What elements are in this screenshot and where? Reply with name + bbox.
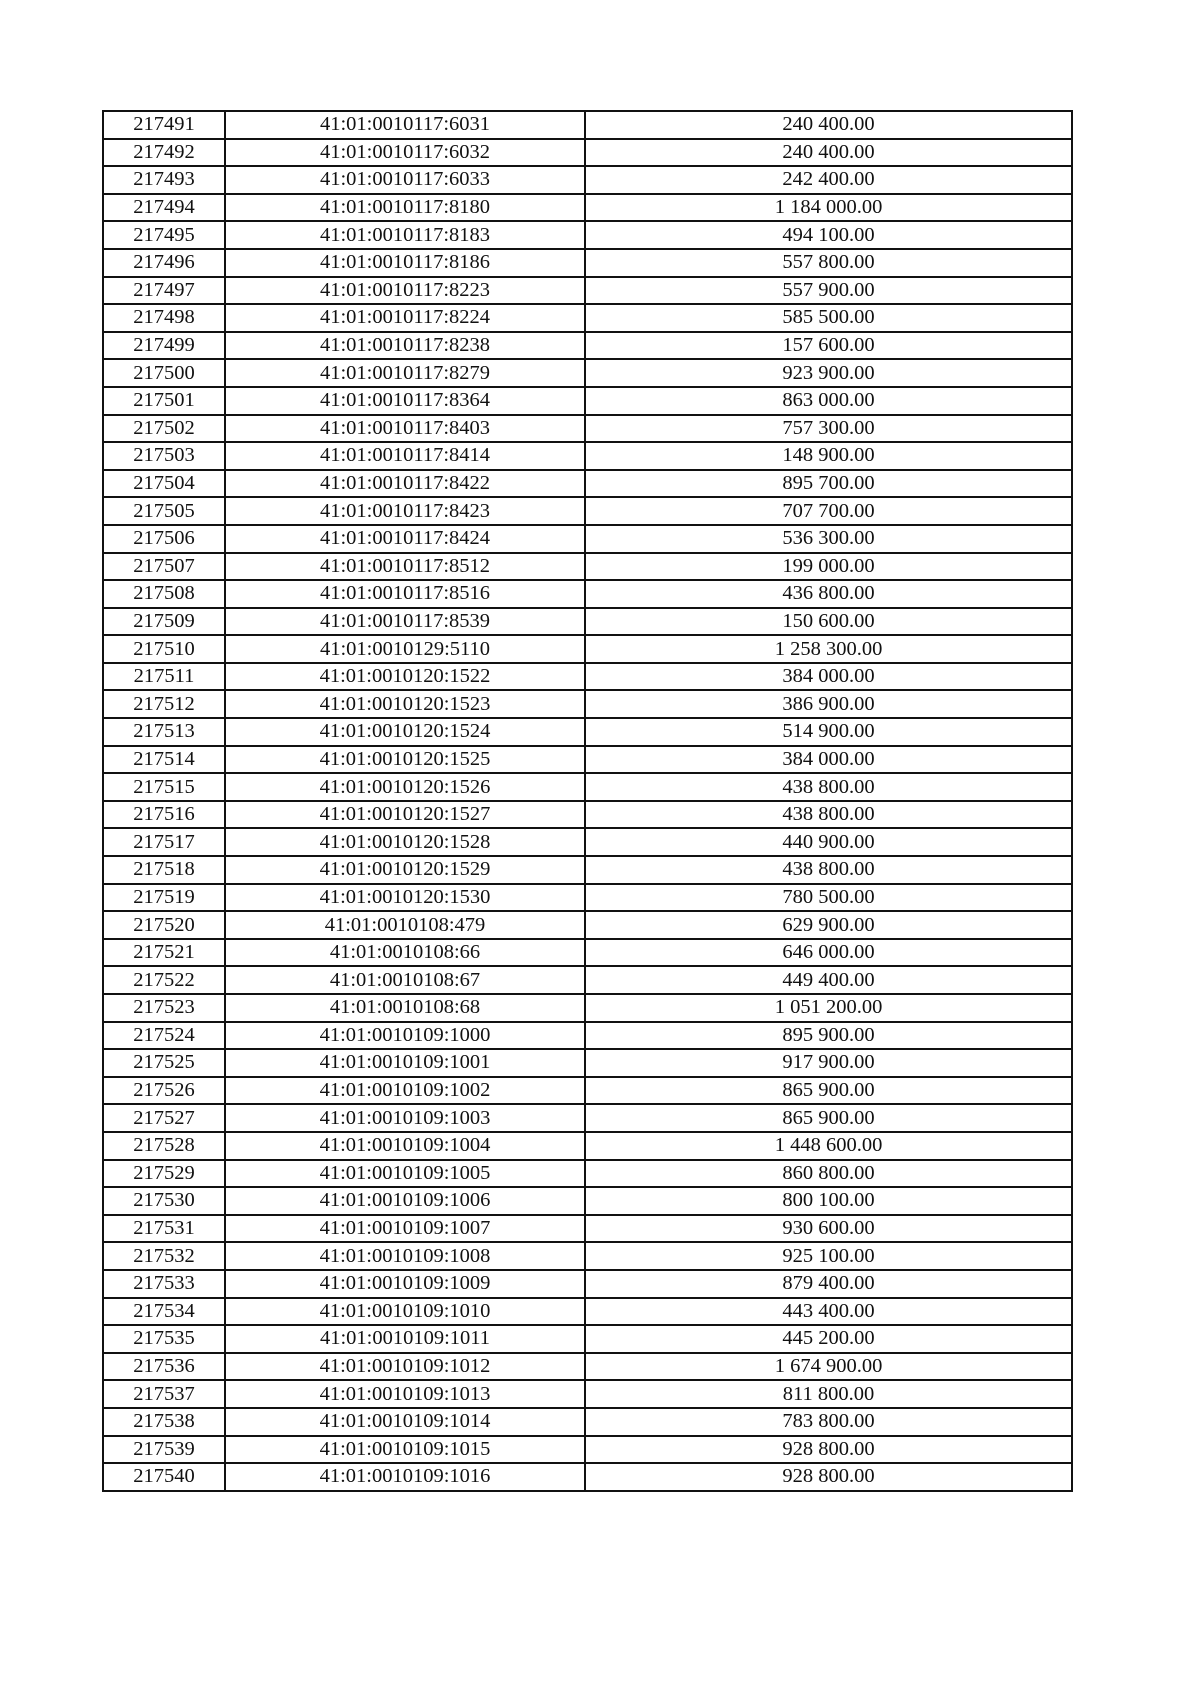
cadastral-value-cell: 629 900.00: [585, 911, 1072, 939]
table-row: [103, 166, 1072, 194]
cadastral-value-cell: 438 800.00: [585, 773, 1072, 801]
table-row: [103, 442, 1072, 470]
cadastral-number-cell: 41:01:0010117:8224: [225, 304, 585, 332]
table-row: [103, 304, 1072, 332]
cadastral-value-cell: 436 800.00: [585, 580, 1072, 608]
row-number-cell: 217533: [103, 1270, 225, 1298]
table-row: [103, 966, 1072, 994]
table-row: [103, 1132, 1072, 1160]
row-number-cell: 217495: [103, 221, 225, 249]
row-number-cell: 217510: [103, 635, 225, 663]
row-number-cell: 217496: [103, 249, 225, 277]
cadastral-value-cell: 646 000.00: [585, 939, 1072, 967]
row-number-cell: 217503: [103, 442, 225, 470]
table-row: [103, 1270, 1072, 1298]
table-row: [103, 746, 1072, 774]
table-row: [103, 111, 1072, 139]
cadastral-number-cell: 41:01:0010117:8279: [225, 359, 585, 387]
cadastral-value-cell: 860 800.00: [585, 1160, 1072, 1188]
row-number-cell: 217491: [103, 111, 225, 139]
cadastral-number-cell: 41:01:0010117:8422: [225, 470, 585, 498]
cadastral-number-cell: 41:01:0010117:8183: [225, 221, 585, 249]
cadastral-value-cell: 800 100.00: [585, 1187, 1072, 1215]
cadastral-value-cell: 1 258 300.00: [585, 635, 1072, 663]
row-number-cell: 217512: [103, 690, 225, 718]
cadastral-value-cell: 384 000.00: [585, 746, 1072, 774]
cadastral-number-cell: 41:01:0010109:1002: [225, 1077, 585, 1105]
row-number-cell: 217501: [103, 387, 225, 415]
cadastral-number-cell: 41:01:0010117:8223: [225, 277, 585, 305]
cadastral-number-cell: 41:01:0010117:8238: [225, 332, 585, 360]
cadastral-number-cell: 41:01:0010120:1528: [225, 828, 585, 856]
table-row: [103, 635, 1072, 663]
row-number-cell: 217534: [103, 1298, 225, 1326]
table-row: [103, 1049, 1072, 1077]
cadastral-value-cell: 240 400.00: [585, 111, 1072, 139]
cadastral-number-cell: 41:01:0010117:8423: [225, 497, 585, 525]
row-number-cell: 217526: [103, 1077, 225, 1105]
row-number-cell: 217532: [103, 1242, 225, 1270]
cadastral-value-cell: 1 448 600.00: [585, 1132, 1072, 1160]
row-number-cell: 217513: [103, 718, 225, 746]
cadastral-value-table: [102, 110, 1073, 1492]
row-number-cell: 217525: [103, 1049, 225, 1077]
table-row: [103, 525, 1072, 553]
cadastral-value-cell: 863 000.00: [585, 387, 1072, 415]
cadastral-number-cell: 41:01:0010120:1529: [225, 856, 585, 884]
row-number-cell: 217530: [103, 1187, 225, 1215]
cadastral-number-cell: 41:01:0010117:8516: [225, 580, 585, 608]
cadastral-number-cell: 41:01:0010109:1006: [225, 1187, 585, 1215]
cadastral-value-cell: 923 900.00: [585, 359, 1072, 387]
row-number-cell: 217507: [103, 553, 225, 581]
table-row: [103, 690, 1072, 718]
cadastral-value-cell: 757 300.00: [585, 415, 1072, 443]
row-number-cell: 217498: [103, 304, 225, 332]
row-number-cell: 217524: [103, 1022, 225, 1050]
cadastral-number-cell: 41:01:0010120:1523: [225, 690, 585, 718]
cadastral-number-cell: 41:01:0010108:67: [225, 966, 585, 994]
cadastral-value-cell: 438 800.00: [585, 856, 1072, 884]
row-number-cell: 217523: [103, 994, 225, 1022]
row-number-cell: 217499: [103, 332, 225, 360]
table-row: [103, 608, 1072, 636]
cadastral-value-cell: 384 000.00: [585, 663, 1072, 691]
table-row: [103, 415, 1072, 443]
cadastral-value-cell: 494 100.00: [585, 221, 1072, 249]
row-number-cell: 217515: [103, 773, 225, 801]
cadastral-value-cell: 199 000.00: [585, 553, 1072, 581]
cadastral-number-cell: 41:01:0010117:8403: [225, 415, 585, 443]
row-number-cell: 217497: [103, 277, 225, 305]
cadastral-number-cell: 41:01:0010109:1004: [225, 1132, 585, 1160]
cadastral-value-cell: 438 800.00: [585, 801, 1072, 829]
cadastral-number-cell: 41:01:0010109:1009: [225, 1270, 585, 1298]
table-row: [103, 332, 1072, 360]
row-number-cell: 217539: [103, 1436, 225, 1464]
cadastral-number-cell: 41:01:0010117:8364: [225, 387, 585, 415]
cadastral-number-cell: 41:01:0010108:66: [225, 939, 585, 967]
row-number-cell: 217531: [103, 1215, 225, 1243]
table-row: [103, 359, 1072, 387]
cadastral-number-cell: 41:01:0010120:1524: [225, 718, 585, 746]
table-row: [103, 1077, 1072, 1105]
cadastral-value-cell: 811 800.00: [585, 1380, 1072, 1408]
cadastral-number-cell: 41:01:0010120:1522: [225, 663, 585, 691]
table-row: [103, 1160, 1072, 1188]
table-row: [103, 1408, 1072, 1436]
cadastral-number-cell: 41:01:0010109:1013: [225, 1380, 585, 1408]
table-row: [103, 1187, 1072, 1215]
table-row: [103, 801, 1072, 829]
cadastral-value-cell: 150 600.00: [585, 608, 1072, 636]
cadastral-value-cell: 386 900.00: [585, 690, 1072, 718]
table-row: [103, 277, 1072, 305]
cadastral-number-cell: 41:01:0010120:1526: [225, 773, 585, 801]
cadastral-number-cell: 41:01:0010109:1012: [225, 1353, 585, 1381]
table-row: [103, 828, 1072, 856]
cadastral-value-cell: 917 900.00: [585, 1049, 1072, 1077]
cadastral-number-cell: 41:01:0010109:1003: [225, 1104, 585, 1132]
row-number-cell: 217511: [103, 663, 225, 691]
cadastral-value-cell: 240 400.00: [585, 139, 1072, 167]
cadastral-value-cell: 557 900.00: [585, 277, 1072, 305]
cadastral-value-cell: 1 051 200.00: [585, 994, 1072, 1022]
cadastral-number-cell: 41:01:0010109:1007: [225, 1215, 585, 1243]
row-number-cell: 217540: [103, 1463, 225, 1491]
cadastral-value-cell: 928 800.00: [585, 1463, 1072, 1491]
cadastral-value-cell: 707 700.00: [585, 497, 1072, 525]
row-number-cell: 217504: [103, 470, 225, 498]
cadastral-value-cell: 157 600.00: [585, 332, 1072, 360]
cadastral-value-cell: 557 800.00: [585, 249, 1072, 277]
table-row: [103, 1242, 1072, 1270]
row-number-cell: 217527: [103, 1104, 225, 1132]
cadastral-value-cell: 445 200.00: [585, 1325, 1072, 1353]
cadastral-value-cell: 879 400.00: [585, 1270, 1072, 1298]
cadastral-number-cell: 41:01:0010117:8539: [225, 608, 585, 636]
table-row: [103, 1215, 1072, 1243]
row-number-cell: 217522: [103, 966, 225, 994]
cadastral-value-cell: 1 184 000.00: [585, 194, 1072, 222]
table-row: [103, 939, 1072, 967]
row-number-cell: 217493: [103, 166, 225, 194]
cadastral-number-cell: 41:01:0010120:1527: [225, 801, 585, 829]
row-number-cell: 217518: [103, 856, 225, 884]
row-number-cell: 217500: [103, 359, 225, 387]
cadastral-number-cell: 41:01:0010109:1005: [225, 1160, 585, 1188]
cadastral-number-cell: 41:01:0010109:1015: [225, 1436, 585, 1464]
row-number-cell: 217535: [103, 1325, 225, 1353]
table-row: [103, 139, 1072, 167]
table-row: [103, 773, 1072, 801]
row-number-cell: 217508: [103, 580, 225, 608]
cadastral-value-cell: 242 400.00: [585, 166, 1072, 194]
cadastral-value-cell: 865 900.00: [585, 1104, 1072, 1132]
cadastral-value-cell: 440 900.00: [585, 828, 1072, 856]
table-row: [103, 718, 1072, 746]
cadastral-value-cell: 865 900.00: [585, 1077, 1072, 1105]
cadastral-value-cell: 514 900.00: [585, 718, 1072, 746]
table-body: [103, 111, 1072, 1491]
table-row: [103, 1436, 1072, 1464]
row-number-cell: 217529: [103, 1160, 225, 1188]
table-row: [103, 553, 1072, 581]
table-row: [103, 249, 1072, 277]
cadastral-number-cell: 41:01:0010109:1001: [225, 1049, 585, 1077]
row-number-cell: 217517: [103, 828, 225, 856]
cadastral-value-cell: 930 600.00: [585, 1215, 1072, 1243]
cadastral-number-cell: 41:01:0010109:1010: [225, 1298, 585, 1326]
cadastral-value-cell: 536 300.00: [585, 525, 1072, 553]
cadastral-number-cell: 41:01:0010120:1525: [225, 746, 585, 774]
row-number-cell: 217502: [103, 415, 225, 443]
cadastral-number-cell: 41:01:0010109:1014: [225, 1408, 585, 1436]
row-number-cell: 217514: [103, 746, 225, 774]
cadastral-number-cell: 41:01:0010117:8180: [225, 194, 585, 222]
table-row: [103, 580, 1072, 608]
table-row: [103, 663, 1072, 691]
table-row: [103, 911, 1072, 939]
cadastral-number-cell: 41:01:0010117:6032: [225, 139, 585, 167]
cadastral-value-cell: 1 674 900.00: [585, 1353, 1072, 1381]
cadastral-value-cell: 895 900.00: [585, 1022, 1072, 1050]
row-number-cell: 217536: [103, 1353, 225, 1381]
cadastral-number-cell: 41:01:0010117:8424: [225, 525, 585, 553]
cadastral-value-cell: 780 500.00: [585, 884, 1072, 912]
table-row: [103, 1022, 1072, 1050]
cadastral-number-cell: 41:01:0010117:8414: [225, 442, 585, 470]
cadastral-number-cell: 41:01:0010108:479: [225, 911, 585, 939]
cadastral-number-cell: 41:01:0010109:1008: [225, 1242, 585, 1270]
table-row: [103, 1325, 1072, 1353]
cadastral-number-cell: 41:01:0010117:8512: [225, 553, 585, 581]
row-number-cell: 217528: [103, 1132, 225, 1160]
table-row: [103, 994, 1072, 1022]
row-number-cell: 217519: [103, 884, 225, 912]
table-row: [103, 221, 1072, 249]
cadastral-value-cell: 783 800.00: [585, 1408, 1072, 1436]
row-number-cell: 217509: [103, 608, 225, 636]
table-row: [103, 387, 1072, 415]
cadastral-value-cell: 928 800.00: [585, 1436, 1072, 1464]
row-number-cell: 217506: [103, 525, 225, 553]
row-number-cell: 217505: [103, 497, 225, 525]
row-number-cell: 217537: [103, 1380, 225, 1408]
cadastral-value-cell: 925 100.00: [585, 1242, 1072, 1270]
cadastral-value-cell: 148 900.00: [585, 442, 1072, 470]
table-row: [103, 1463, 1072, 1491]
cadastral-number-cell: 41:01:0010109:1016: [225, 1463, 585, 1491]
table-row: [103, 1380, 1072, 1408]
table-row: [103, 884, 1072, 912]
cadastral-number-cell: 41:01:0010120:1530: [225, 884, 585, 912]
row-number-cell: 217516: [103, 801, 225, 829]
table-row: [103, 194, 1072, 222]
cadastral-number-cell: 41:01:0010117:6033: [225, 166, 585, 194]
table-row: [103, 1104, 1072, 1132]
row-number-cell: 217492: [103, 139, 225, 167]
row-number-cell: 217538: [103, 1408, 225, 1436]
cadastral-number-cell: 41:01:0010109:1000: [225, 1022, 585, 1050]
cadastral-value-cell: 449 400.00: [585, 966, 1072, 994]
cadastral-number-cell: 41:01:0010109:1011: [225, 1325, 585, 1353]
row-number-cell: 217494: [103, 194, 225, 222]
cadastral-number-cell: 41:01:0010117:8186: [225, 249, 585, 277]
cadastral-value-cell: 895 700.00: [585, 470, 1072, 498]
table-row: [103, 470, 1072, 498]
cadastral-number-cell: 41:01:0010108:68: [225, 994, 585, 1022]
table-row: [103, 1298, 1072, 1326]
table-row: [103, 856, 1072, 884]
row-number-cell: 217521: [103, 939, 225, 967]
cadastral-value-cell: 443 400.00: [585, 1298, 1072, 1326]
table-row: [103, 497, 1072, 525]
cadastral-number-cell: 41:01:0010117:6031: [225, 111, 585, 139]
table-row: [103, 1353, 1072, 1381]
cadastral-number-cell: 41:01:0010129:5110: [225, 635, 585, 663]
cadastral-value-cell: 585 500.00: [585, 304, 1072, 332]
row-number-cell: 217520: [103, 911, 225, 939]
